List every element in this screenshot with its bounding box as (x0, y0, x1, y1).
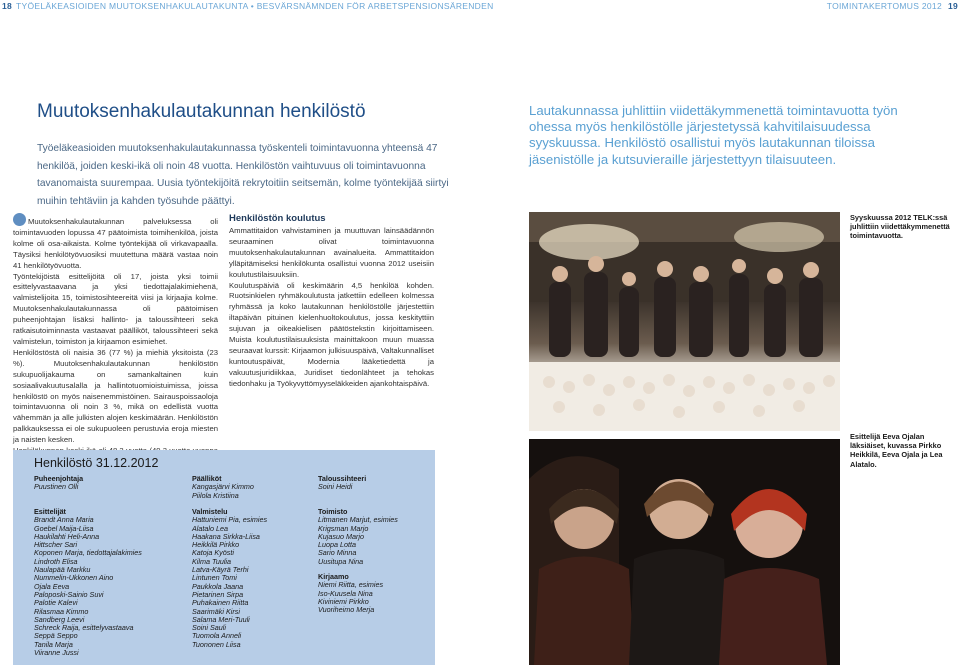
staff-name: Viiranne Jussi (34, 648, 79, 658)
staff-name: Heikkilä Pirkko (192, 540, 240, 550)
staff-name: Goebel Maija-Liisa (34, 523, 94, 533)
staff-name: Kujasuo Marjo (318, 531, 364, 541)
staff-name: Salama Meri-Tuuli (192, 614, 250, 624)
staff-name: Latva-Käyrä Terhi (192, 565, 249, 575)
staff-name: Vuoriheimo Merja (318, 605, 375, 615)
photo-celebration-illustration (529, 212, 840, 431)
staff-name: Soini Heidi (318, 482, 353, 492)
staff-group-taloussihteeri (318, 475, 366, 492)
staff-name: Krigsman Marjo (318, 523, 369, 533)
staff-name: Lindroth Elisa (34, 556, 78, 566)
staff-name: Nummelin-Ukkonen Aino (34, 573, 114, 583)
staff-box (13, 450, 435, 665)
staff-group-heading: Kirjaamo (318, 572, 349, 581)
staff-name: Haakana Sirkka-Liisa (192, 531, 260, 541)
photo-caption: Syyskuussa 2012 TELK:ssä juhlittiin viidettäkymmenettä toimintavuotta. (850, 213, 950, 241)
staff-name: Hittscher Sari (34, 540, 78, 550)
staff-name: Tanila Marja (34, 639, 73, 649)
staff-name: Pietarinen Sirpa (192, 589, 244, 599)
staff-name: Haukilahti Heli-Anna (34, 531, 100, 541)
photo-farewell (529, 439, 840, 665)
bullet-circle-icon (13, 213, 26, 226)
staff-name: Uusitupa Nina (318, 556, 364, 566)
staff-name: Iso-Kuusela Nina (318, 588, 373, 598)
staff-group-heading: Päälliköt (192, 474, 222, 483)
staff-name: Rilasmaa Kimmo (34, 606, 89, 616)
staff-name: Sario Minna (318, 548, 357, 558)
staff-group-paallikot (192, 475, 254, 500)
staff-name: Lintunen Tomi (192, 573, 237, 583)
staff-name: Soini Sauli (192, 623, 226, 633)
staff-name: Koponen Marja, tiedottajalakimies (34, 548, 142, 558)
staff-name: Luopa Lotta (318, 540, 356, 550)
photo-celebration (529, 212, 840, 431)
staff-name: Ojala Eeva (34, 581, 70, 591)
page-header (0, 0, 960, 12)
staff-group-valmistelu (192, 508, 267, 649)
page-title: Muutoksenhakulautakunnan henkilöstö (37, 101, 366, 122)
staff-name: Saarimäki Kirsi (192, 606, 240, 616)
staff-name: Litmanen Marjut, esimies (318, 515, 398, 525)
page-number-right: 19 (947, 1, 958, 11)
paragraph: Ammattitaidon vahvistaminen ja muuttuvan lainsäädännön seuraaminen olivat toimintavuonna muutoksenhakulautakunnan avainalueita. Ammattitaidon ylläpitämiseksi henkilökunta osallistui vuonna 2012 useisiin koulutustilaisuuksiin. (229, 226, 434, 279)
staff-name: Palotie Kalevi (34, 598, 78, 608)
staff-name: Piilola Kristiina (192, 490, 239, 500)
staff-name: Katoja Kyösti (192, 548, 234, 558)
photo-caption: Esittelijä Eeva Ojalan läksiäiset, kuvassa Pirkko Heikkilä, Eeva Ojala ja Lea Alatalo. (850, 432, 943, 469)
staff-name: Tuononen Liisa (192, 639, 241, 649)
staff-name: Kilma Tuulia (192, 556, 232, 566)
staff-group-kirjaamo (318, 573, 383, 614)
body-column-2 (229, 213, 434, 390)
section-heading: Henkilöstön koulutus (229, 213, 326, 224)
intro-paragraph: Työeläkeasioiden muutoksenhakulautakunnassa työskenteli toimintavuonna yhteensä 47 henkilöä, joiden keski-ikä oli noin 48 vuotta. Henkilöstön vaihtuvuus oli toimintavuonna tavanomaista suurempaa. Uusia työntekijöitä rekrytoitiin seitsemän, kolme työntekijää siirtyi muihin tehtäviin ja kahden työsuhde päättyi. (37, 143, 449, 207)
staff-group-esittelijat (34, 508, 142, 657)
staff-name: Tuomola Anneli (192, 631, 242, 641)
lead-quote: Lautakunnassa juhlittiin viidettäkymmenettä toimintavuotta työn ohessa myös henkilöstölle järjestetyssä kahvitilaisuudessa syyskuussa. Henkilöstö osallistui myös lautakunnan tiloissa jäsenistölle ja kutsuvieraille järjestettyyn tilaisuuteen. (529, 103, 898, 167)
running-title-right: TOIMINTAKERTOMUS 2012 (826, 1, 942, 11)
paragraph: Työntekijöistä esittelijöitä oli 17, joista yksi toimii esittelyvastaavana ja yksi tiedottajalakimiehenä, valmistelijoita 15, toimistosihteereitä viisi ja kirjaajia kolme. Muutoksenhakulautakunnassa oli päätoimisen puheenjohtajan lisäksi hallinto- ja taloussihteeri sekä ratkaisutoiminnasta vastaavat päälliköt, taloussihteeri sekä valmistelun, toimiston ja kirjaamon esimiehet. (13, 271, 218, 346)
staff-group-heading: Valmistelu (192, 507, 228, 516)
staff-name: Kiviniemi Pirkko (318, 596, 369, 606)
staff-name: Schreck Raija, esittelyvastaava (34, 623, 134, 633)
staff-group-heading: Toimisto (318, 507, 348, 516)
staff-name: Alatalo Lea (192, 523, 228, 533)
staff-name: Seppä Seppo (34, 631, 78, 641)
staff-group-toimisto (318, 508, 398, 566)
paragraph: Henkilöstöstä oli naisia 36 (77 %) ja miehiä yksitoista (23 %). Muutoksenhakulautakunnan henkilöstön sukupuolijakauma on samankaltainen kuin sosiaalivakuutusalalla ja hallintotuomioistuimissa, joissa henkilöstö on myös naisenemmistöinen. Sairauspoissaoloja toimintavuonna oli noin 3 %, mikä on edellistä vuotta vähemmän ja alle julkisten alojen keskimäärän. Henkilöstön palkkauksessa ei ole sukupuoleen perustuvia eroja miesten ja naisten kesken. (13, 347, 218, 445)
staff-box-title: Henkilöstö 31.12.2012 (34, 456, 159, 470)
page-number-left: 18 (2, 1, 13, 11)
staff-name: Paloposki-Sainio Suvi (34, 589, 104, 599)
running-title-left: TYÖELÄKEASIOIDEN MUUTOKSENHAKULAUTAKUNTA • BESVÄRSNÄMNDEN FÖR ARBETSPENSIONSÄRENDEN (16, 1, 494, 11)
paragraph: Koulutuspäiviä oli keskimäärin 4,5 henkilöä kohden. Ruotsinkielen ryhmäkoulutusta jatkettiin edelleen kolmessa ryhmässä ja koko lautakunnan henkilöstölle järjestettiin iltapäivän pituinen kielenhuoltokoulutus, jossa keskityttiin sujuvan ja oikeakielisen päätöstekstin kirjoittamiseen. Muista koulutustilaisuuksista mainittakoon muun muassa seuraavat kurssit: Kirjaamon julkisuuspäivä, Valtakunnalliset kuntoutuspäivät, Modernia lääketiedettä ja vakuutusjuridiikkaa, Juridiset tiedonlähteet ja tehokas tiedonhaku ja Työkyvyttömyyseläkkeiden ajankohtaispäivä. (229, 280, 434, 388)
staff-group-puheenjohtaja (34, 475, 83, 492)
staff-name: Paukkola Jaana (192, 581, 244, 591)
staff-name: Puhakainen Riitta (192, 598, 249, 608)
staff-group-heading: Esittelijät (34, 507, 66, 516)
photo-farewell-illustration (529, 439, 840, 665)
staff-name: Sandberg Leevi (34, 614, 85, 624)
staff-name: Niemi Riitta, esimies (318, 580, 384, 590)
staff-name: Brandt Anna Maria (34, 515, 94, 525)
staff-name: Kangasjärvi Kimmo (192, 482, 254, 492)
staff-name: Naulapää Markku (34, 565, 91, 575)
staff-group-heading: Puheenjohtaja (34, 474, 84, 483)
body-column-1 (13, 213, 218, 468)
staff-name: Hattuniemi Pia, esimies (192, 515, 268, 525)
staff-name: Puustinen Olli (34, 482, 79, 492)
paragraph: Muutoksenhakulautakunnan palveluksessa oli toimintavuoden lopussa 47 päätoimista toimihenkilöä, joista kolme oli osa-aikaista. Kolme työntekijää oli virkavapaalla. Täysiksi henkilötyövuosiksi muutettuna määrä vastaa noin 41 henkilötyövuotta. (13, 213, 218, 272)
staff-group-heading: Taloussihteeri (318, 474, 367, 483)
